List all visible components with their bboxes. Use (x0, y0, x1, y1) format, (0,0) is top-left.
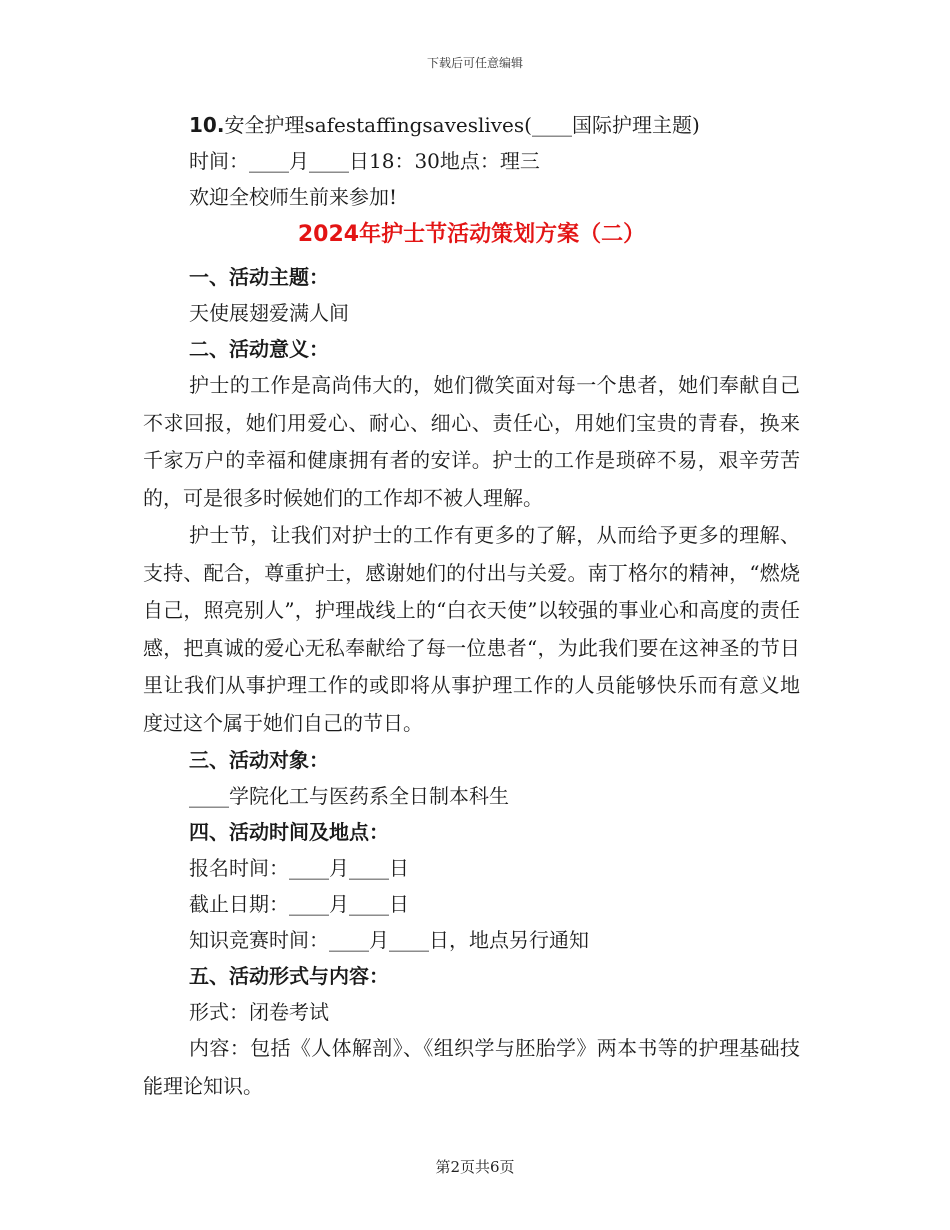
content-paragraph: 内容：包括《人体解剖》、《组织学与胚胎学》两本书等的护理基础技能理论知识。 (143, 1036, 800, 1098)
item-10-line (143, 107, 800, 143)
section-4-heading: 四、活动时间及地点： (189, 820, 389, 844)
section-2-paragraph-2: 护士节，让我们对护士的工作有更多的了解，从而给予更多的理解、支持、配合，尊重护士，感谢她们的付出与关爱。南丁格尔的精神，“燃烧自己，照亮别人”，护理战线上的“白衣天使”以较强的事业心和高度的责任感，把真诚的爱心无私奉献给了每一位患者“，为此我们要在这神圣的节日里让我们从事护理工作的或即将从事护理工作的人员能够快乐而有意义地度过这个属于她们自己的节日。 (143, 523, 800, 735)
section-3-text: ____学院化工与医药系全日制本科生 (189, 784, 509, 808)
registration-time: 报名时间：____月____日 (189, 856, 409, 880)
welcome-line: 欢迎全校师生前来参加! (189, 185, 398, 209)
section-3-heading: 三、活动对象： (189, 748, 329, 772)
format-line: 形式：闭卷考试 (189, 1000, 329, 1024)
time-location-line: 时间：____月____日18：30地点：理三 (189, 149, 540, 173)
section-2-heading: 二、活动意义： (189, 337, 329, 361)
deadline-date: 截止日期：____月____日 (189, 892, 409, 916)
item-10-text: 安全护理safestaffingsaveslives(____国际护理主题) (224, 113, 700, 137)
document-title: 2024年护士节活动策划方案（二） (297, 222, 646, 247)
section-2-paragraph-1: 护士的工作是高尚伟大的，她们微笑面对每一个患者，她们奉献自己不求回报，她们用爱心、耐心、细心、责任心，用她们宝贵的青春，换来千家万户的幸福和健康拥有者的安详。护士的工作是琐碎不易，艰辛劳苦的，可是很多时候她们的工作却不被人理解。 (143, 373, 800, 510)
item-10-number: 10. (189, 113, 225, 137)
section-1-heading: 一、活动主题： (189, 265, 329, 289)
document-body (143, 107, 800, 1105)
page-footer: 第2页共6页 (435, 1158, 515, 1176)
competition-time: 知识竞赛时间：____月____日，地点另行通知 (189, 928, 589, 952)
page-header: 下载后可任意编辑 (426, 56, 523, 70)
section-1-text: 天使展翅爱满人间 (189, 301, 349, 325)
section-5-heading: 五、活动形式与内容： (189, 964, 389, 988)
